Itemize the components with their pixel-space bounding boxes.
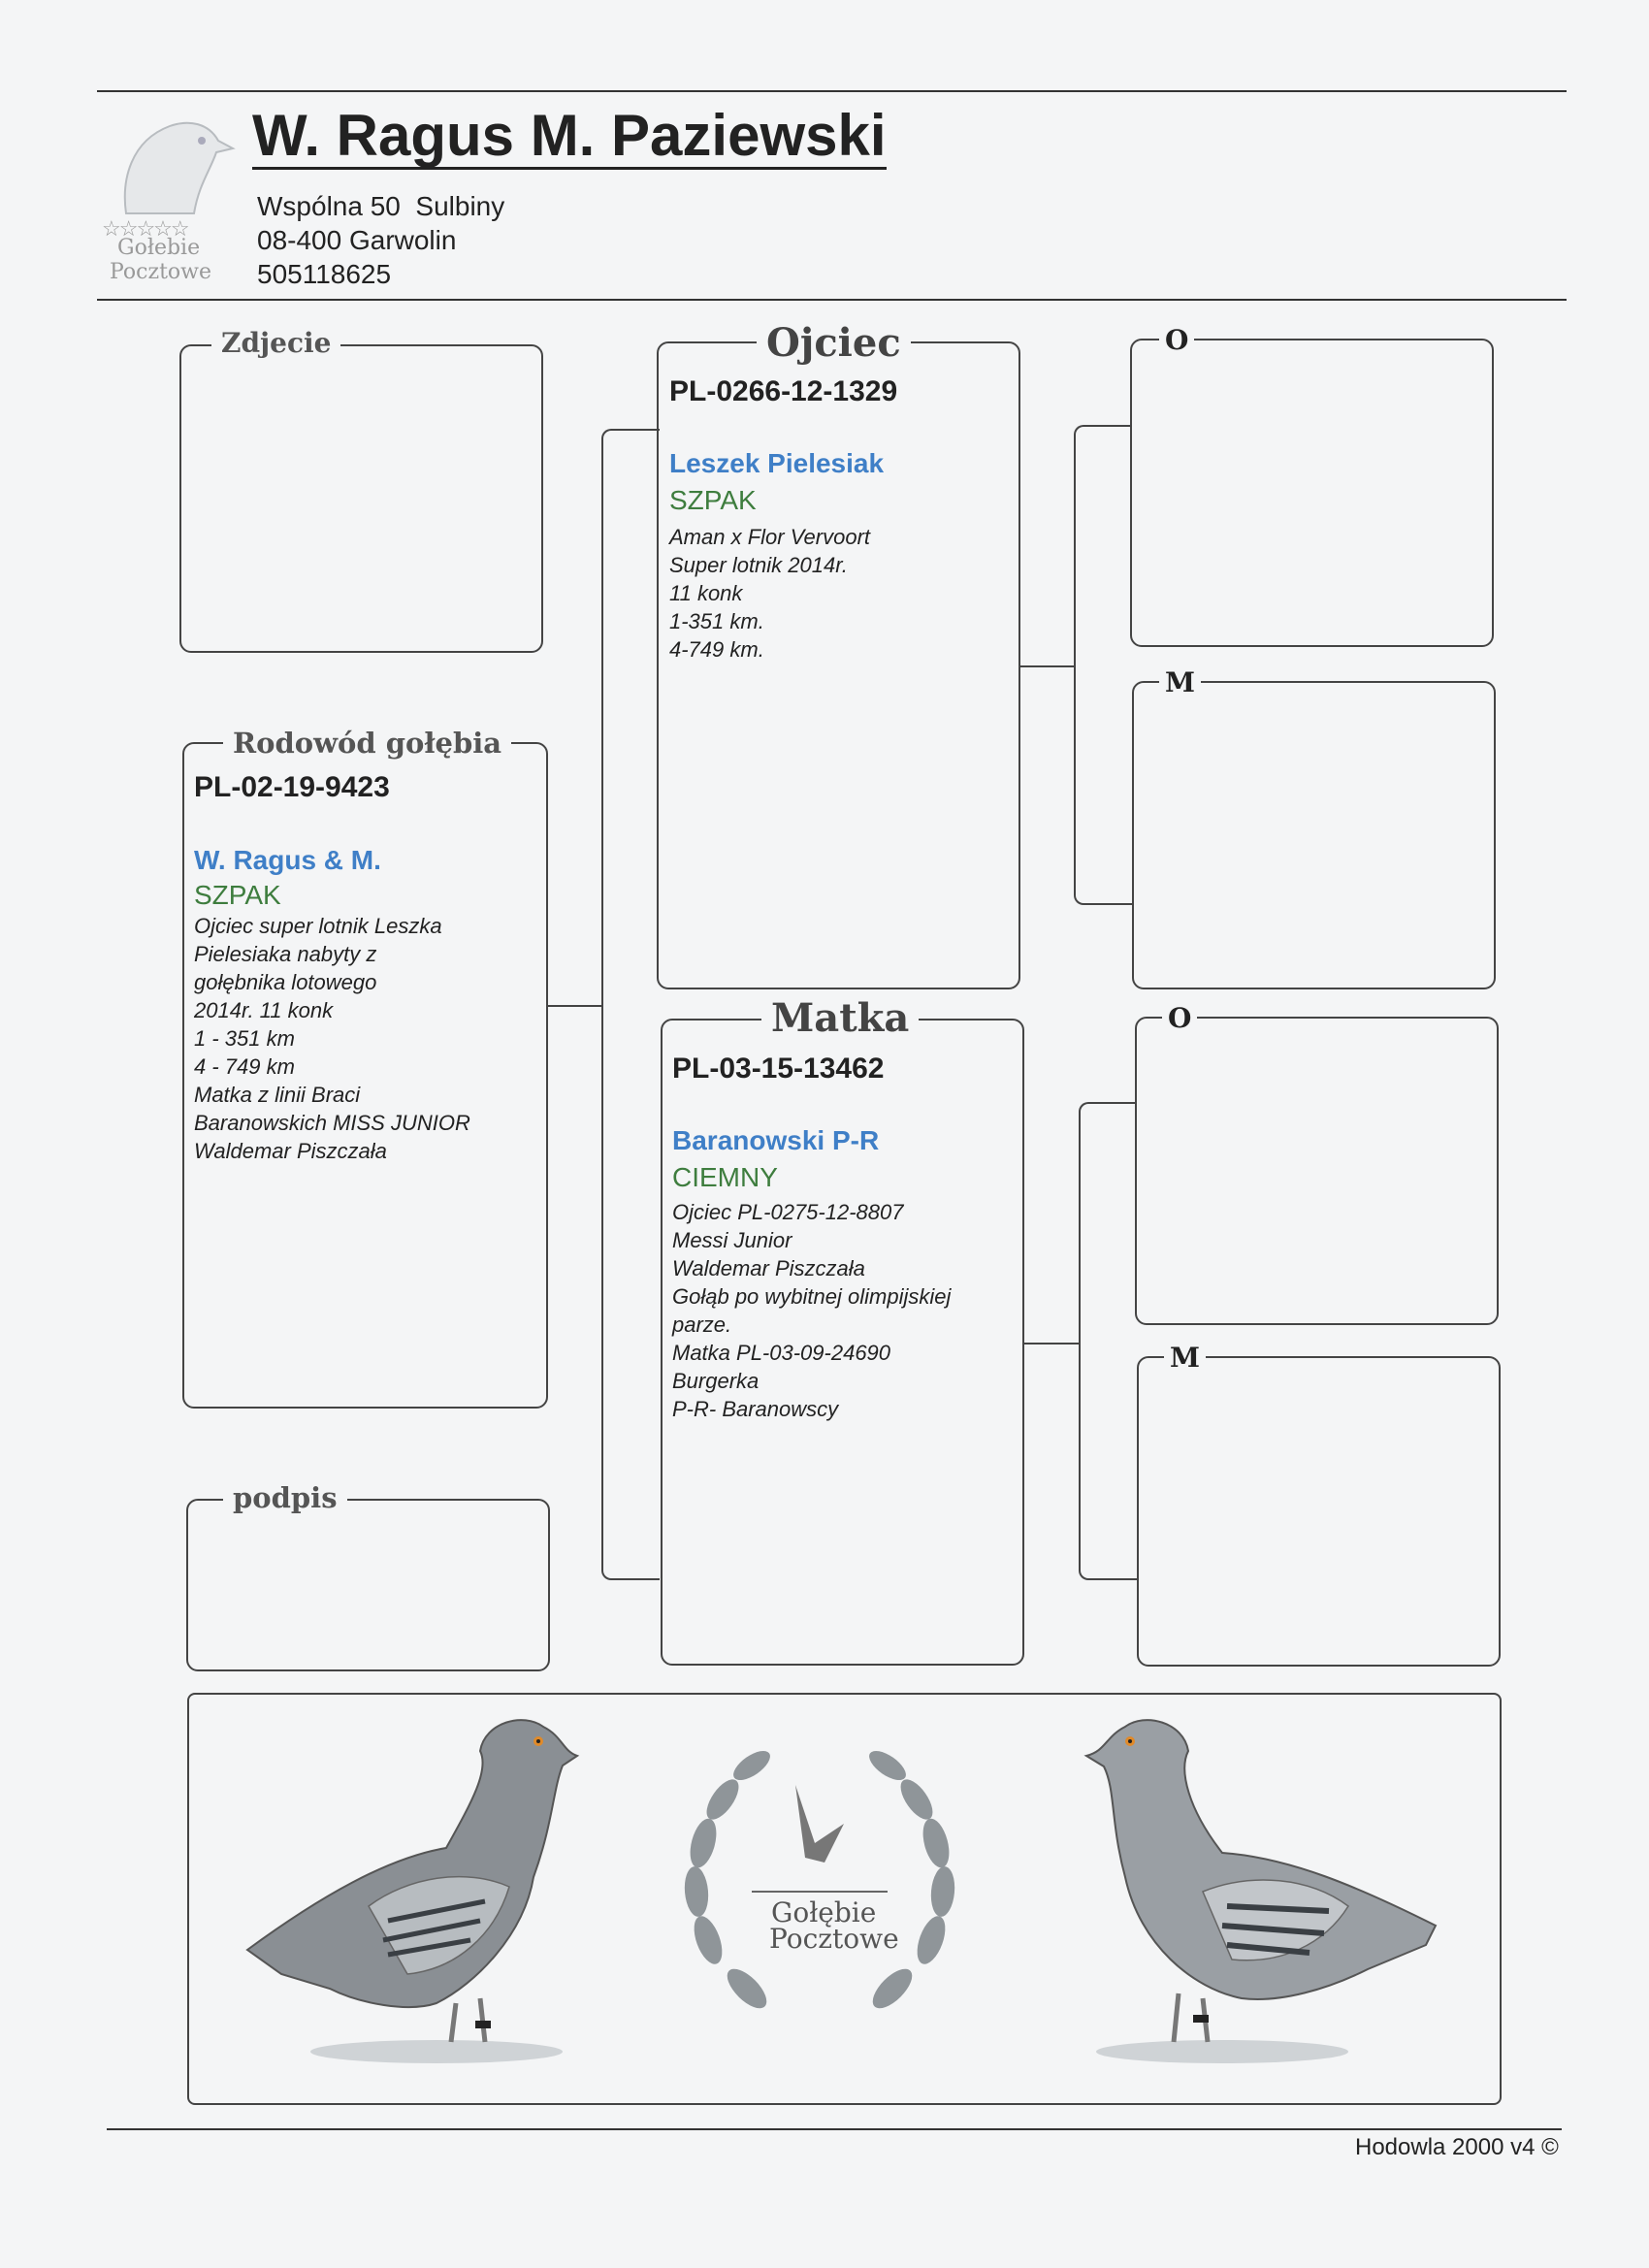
note-line: Matka z linii Braci xyxy=(194,1083,361,1107)
pigeon-ring-number: PL-02-19-9423 xyxy=(194,771,390,803)
note-line: Super lotnik 2014r. xyxy=(669,553,848,577)
note-line: Aman x Flor Vervoort xyxy=(669,525,871,549)
note-line: 2014r. 11 konk xyxy=(194,998,334,1022)
signature-legend: podpis xyxy=(223,1484,347,1512)
note-line: Burgerka xyxy=(672,1369,760,1393)
footer-text: Hodowla 2000 v4 © xyxy=(1355,2134,1559,2160)
connector-parents xyxy=(601,429,660,1580)
note-line: 4 - 749 km xyxy=(194,1054,295,1079)
emblem-text-line1: Gołębie xyxy=(771,1896,877,1928)
logo-text-line1: Gołebie xyxy=(117,236,201,260)
father-mother-box xyxy=(1132,681,1496,989)
note-line: 4-749 km. xyxy=(669,637,764,662)
address-line2: 08-400 Garwolin xyxy=(257,225,457,255)
note-line: Baranowskich MISS JUNIOR xyxy=(194,1111,470,1135)
note-line: gołębnika lotowego xyxy=(194,970,377,994)
father-father-legend: O xyxy=(1159,327,1194,354)
father-mother-legend: M xyxy=(1159,669,1201,697)
signature-box xyxy=(186,1499,550,1671)
logo-text-line2: Pocztowe xyxy=(110,260,212,284)
mother-father-box xyxy=(1135,1017,1499,1325)
note-line: 11 konk xyxy=(669,581,743,605)
father-box xyxy=(657,341,1020,989)
mother-legend: Matka xyxy=(761,999,919,1038)
connector-mother-stub xyxy=(1024,1343,1081,1345)
father-ring-number: PL-0266-12-1329 xyxy=(669,375,898,407)
mother-mother-box xyxy=(1137,1356,1501,1667)
father-owner: Leszek Pielesiak xyxy=(669,448,885,478)
header-rule xyxy=(97,299,1567,301)
address-line1: Wspólna 50 Sulbiny xyxy=(257,191,505,221)
phone: 505118625 xyxy=(257,259,392,289)
mother-ring-number: PL-03-15-13462 xyxy=(672,1053,885,1085)
connector-father-grandparents xyxy=(1074,425,1132,905)
mother-father-legend: O xyxy=(1162,1005,1197,1032)
pigeon-legend: Rodowód gołębia xyxy=(223,729,511,758)
father-father-box xyxy=(1130,339,1494,647)
note-line: Pielesiaka nabyty z xyxy=(194,942,377,966)
right-pigeon-illustration xyxy=(1018,1712,1445,2081)
father-notes xyxy=(669,523,870,664)
father-color: SZPAK xyxy=(669,485,757,515)
pigeon-notes xyxy=(194,912,470,1165)
note-line: parze. xyxy=(672,1312,732,1337)
note-line: Waldemar Piszczała xyxy=(672,1256,865,1280)
photo-legend: Zdjecie xyxy=(211,330,340,357)
connector-mother-grandparents xyxy=(1079,1102,1137,1580)
top-rule xyxy=(97,90,1567,92)
photo-box xyxy=(179,344,543,653)
note-line: Waldemar Piszczała xyxy=(194,1139,387,1163)
note-line: Messi Junior xyxy=(672,1228,792,1252)
footer-rule xyxy=(107,2128,1562,2130)
pigeon-color: SZPAK xyxy=(194,880,281,910)
breeder-title: W. Ragus M. Paziewski xyxy=(252,103,887,168)
note-line: 1 - 351 km xyxy=(194,1026,295,1051)
pigeon-head-logo-icon xyxy=(102,112,247,218)
laurel-emblem xyxy=(669,1727,970,2037)
mother-mother-legend: M xyxy=(1164,1345,1206,1372)
mother-owner: Baranowski P-R xyxy=(672,1125,880,1155)
mother-notes xyxy=(672,1198,951,1423)
pigeon-owner: W. Ragus & M. xyxy=(194,845,381,875)
note-line: Gołąb po wybitnej olimpijskiej xyxy=(672,1284,952,1309)
logo xyxy=(102,112,247,296)
connector-pigeon-stub xyxy=(548,1005,603,1007)
note-line: P-R- Baranowscy xyxy=(672,1397,839,1421)
left-pigeon-illustration xyxy=(242,1712,630,2081)
connector-father-stub xyxy=(1020,665,1076,667)
note-line: 1-351 km. xyxy=(669,609,764,633)
note-line: Matka PL-03-09-24690 xyxy=(672,1341,891,1365)
note-line: Ojciec PL-0275-12-8807 xyxy=(672,1200,904,1224)
logo-stars: ☆☆☆☆☆ xyxy=(102,216,188,241)
mother-color: CIEMNY xyxy=(672,1162,778,1192)
emblem-text-line2: Pocztowe xyxy=(769,1923,899,1955)
note-line: Ojciec super lotnik Leszka xyxy=(194,914,442,938)
father-legend: Ojciec xyxy=(757,324,911,363)
